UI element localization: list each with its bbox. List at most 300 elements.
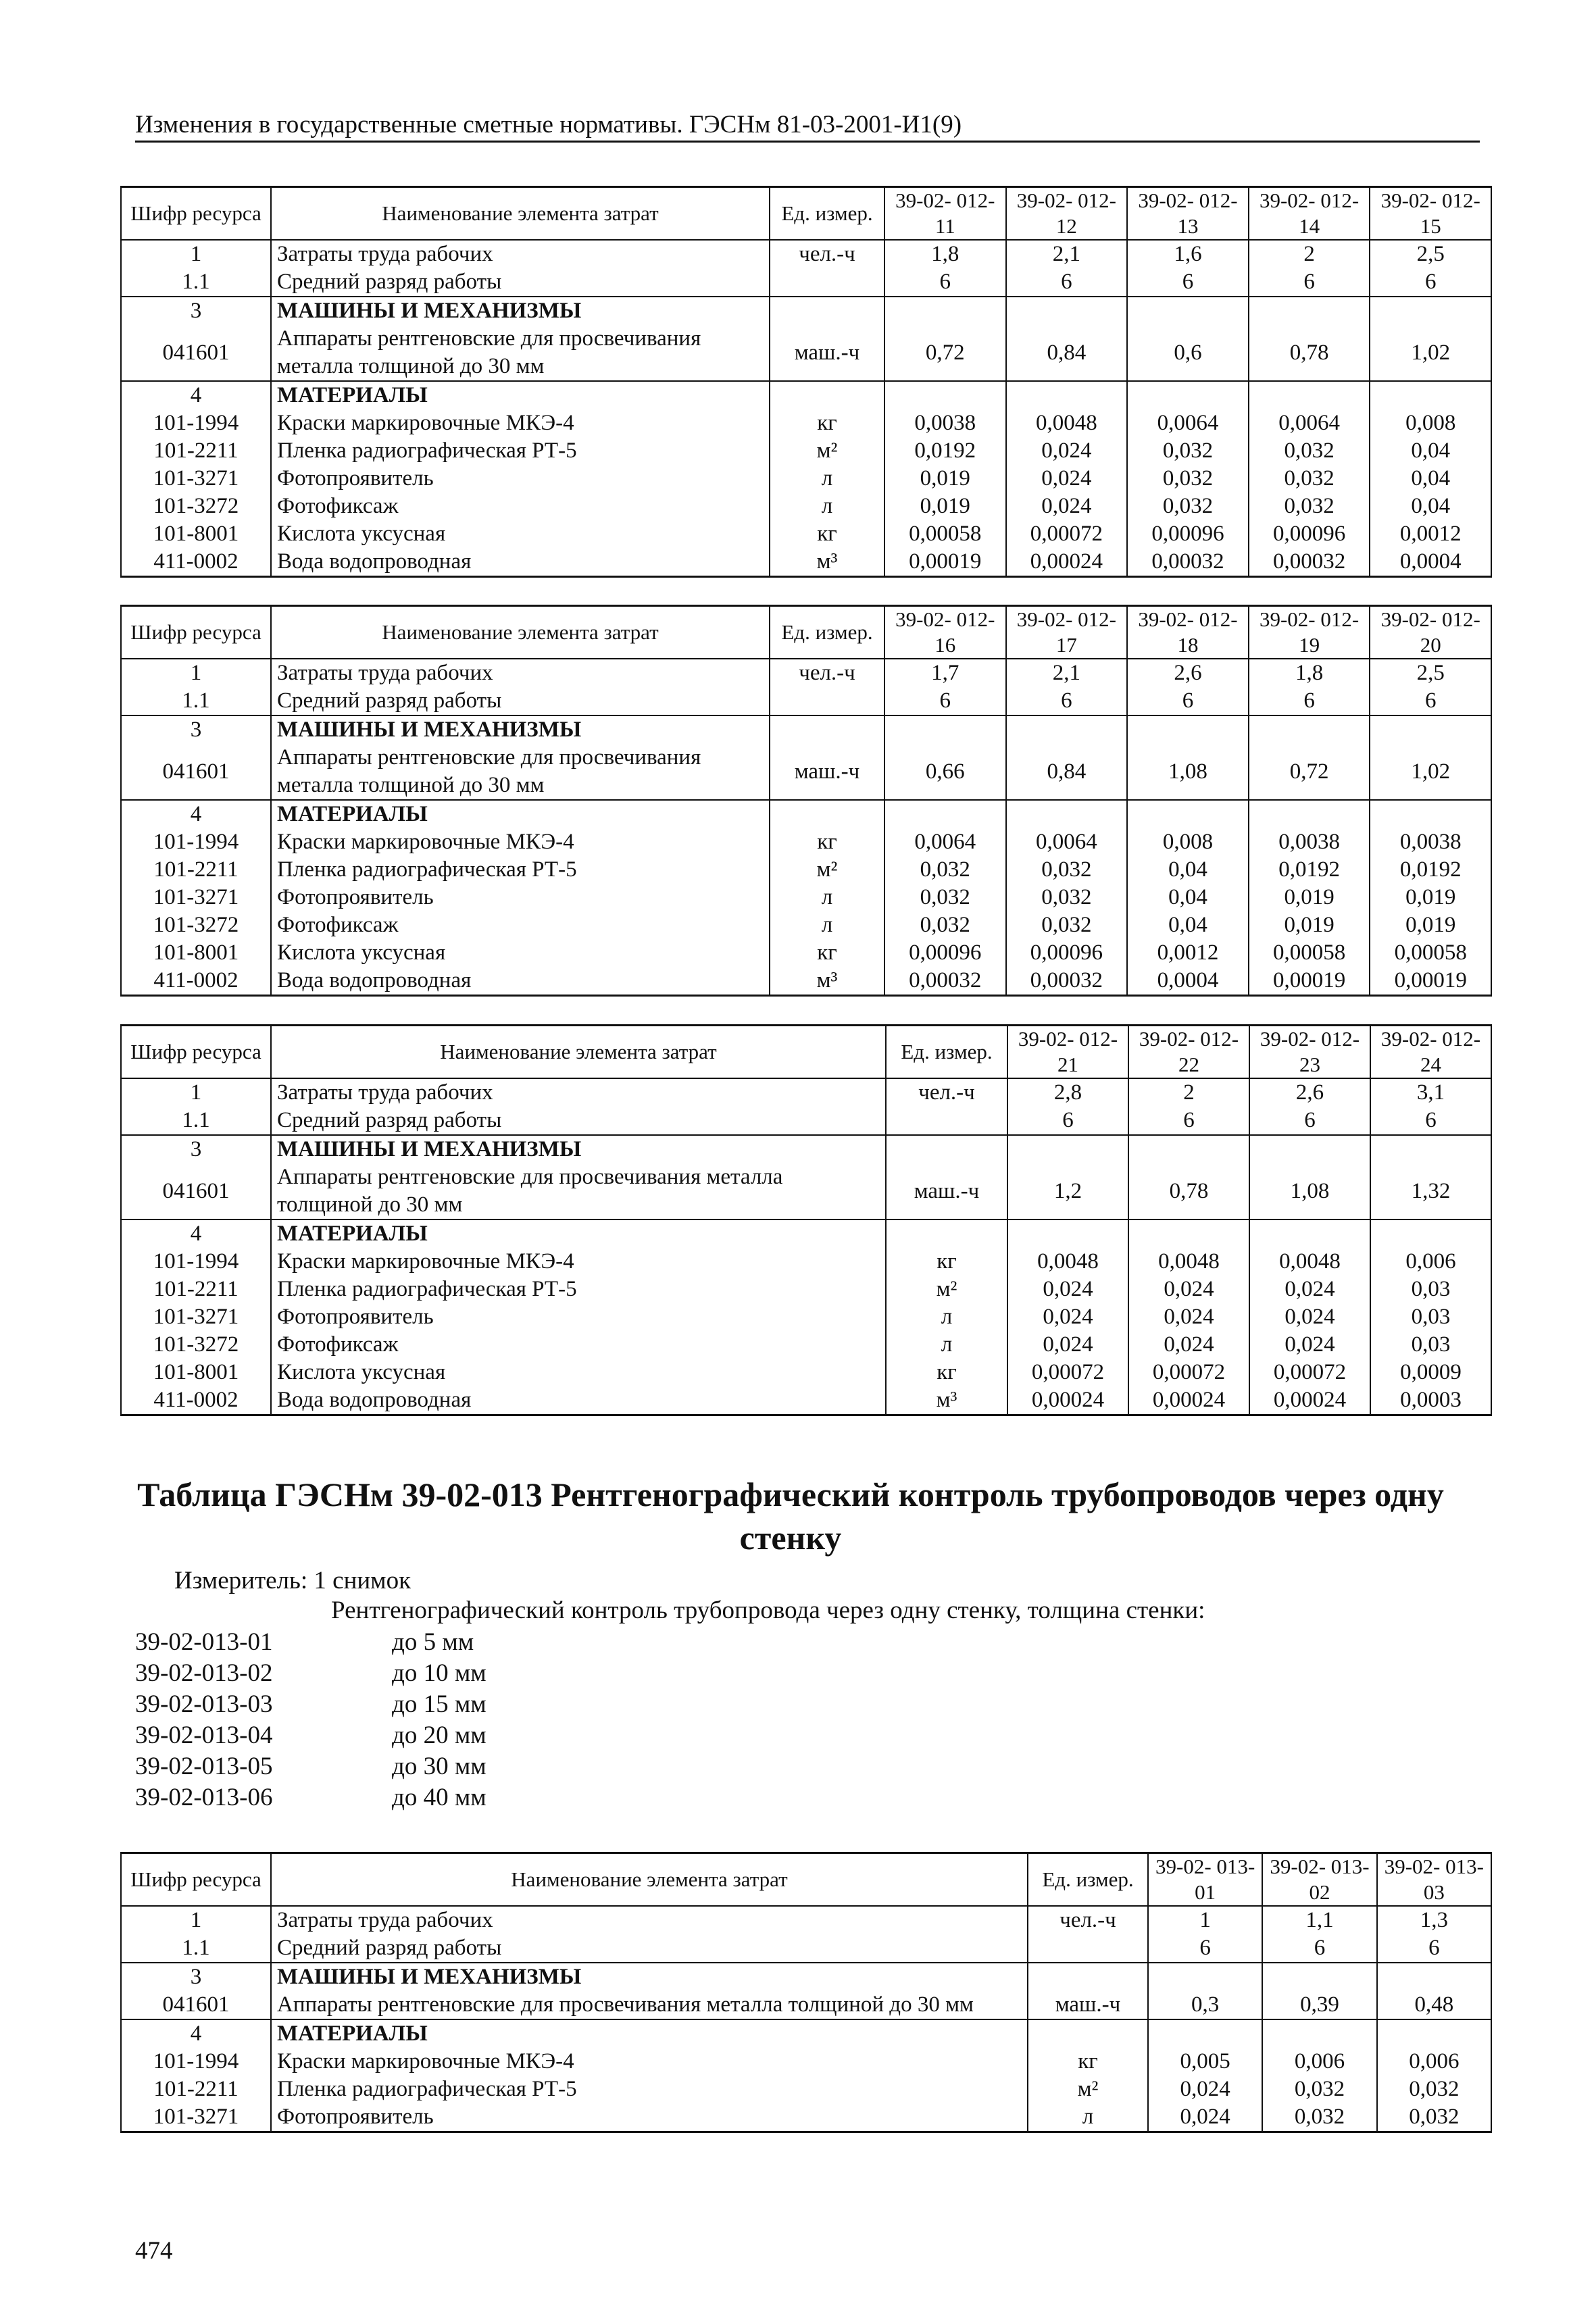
section-heading: МАШИНЫ И МЕХАНИЗМЫ	[271, 1963, 1028, 1991]
resource-code: 101-3271	[121, 465, 271, 493]
header-norm-code: 39-02- 013-03	[1377, 1853, 1491, 1907]
value-cell: 0,84	[1006, 325, 1128, 381]
unit-cell: м²	[770, 856, 884, 884]
unit-cell: м³	[770, 548, 884, 577]
value-cell	[1006, 715, 1128, 744]
value-cell: 0,032	[884, 884, 1006, 911]
value-cell	[884, 381, 1006, 409]
header-norm-code: 39-02- 012-14	[1249, 187, 1370, 241]
value-cell: 0,66	[884, 744, 1006, 800]
resource-code: 101-8001	[121, 520, 271, 548]
resource-code: 041601	[121, 325, 271, 381]
resource-code: 1	[121, 659, 271, 687]
table-header-row	[121, 1026, 1491, 1079]
header-name: Наименование элемента затрат	[271, 187, 770, 241]
value-cell: 2,6	[1127, 659, 1249, 687]
value-cell: 0,024	[1249, 1276, 1370, 1303]
value-cell	[1007, 1219, 1128, 1248]
cost-element-name: Вода водопроводная	[271, 548, 770, 577]
unit-cell	[886, 1219, 1007, 1248]
header-code: Шифр ресурса	[121, 606, 271, 659]
resource-code: 4	[121, 1219, 271, 1248]
value-cell: 0,78	[1249, 325, 1370, 381]
value-cell: 6	[1262, 1934, 1376, 1963]
table-row	[121, 409, 1491, 437]
value-cell: 0,0048	[1007, 1248, 1128, 1276]
value-cell: 0,024	[1148, 2103, 1262, 2132]
unit-cell: л	[770, 884, 884, 911]
value-cell: 0,0004	[1370, 548, 1491, 577]
page-header: Изменения в государственные сметные нормативы. ГЭСНм 81-03-2001-И1(9)	[135, 110, 1480, 143]
value-cell	[1127, 800, 1249, 828]
value-cell: 0,0192	[1249, 856, 1370, 884]
value-cell: 0,0038	[1249, 828, 1370, 856]
value-cell: 1,08	[1127, 744, 1249, 800]
value-cell: 0,00096	[1006, 939, 1128, 967]
value-cell: 0,39	[1262, 1991, 1376, 2019]
value-cell	[884, 800, 1006, 828]
cost-element-name: Пленка радиографическая РТ-5	[271, 1276, 886, 1303]
value-cell: 0,84	[1006, 744, 1128, 800]
resource-code: 041601	[121, 744, 271, 800]
value-cell: 0,04	[1127, 856, 1249, 884]
value-cell: 0,0048	[1006, 409, 1128, 437]
value-cell: 0,48	[1377, 1991, 1491, 2019]
cost-element-name: Средний разряд работы	[271, 1934, 1028, 1963]
value-cell	[1249, 800, 1370, 828]
table-row	[121, 2019, 1491, 2048]
table-row	[121, 1163, 1491, 1219]
value-cell: 0,032	[884, 911, 1006, 939]
value-cell: 1,02	[1370, 744, 1491, 800]
value-cell: 0,0003	[1370, 1386, 1491, 1415]
value-cell: 1	[1148, 1906, 1262, 1934]
unit-cell: л	[886, 1303, 1007, 1331]
value-cell: 0,0048	[1249, 1248, 1370, 1276]
unit-cell: л	[770, 465, 884, 493]
table-row	[121, 967, 1491, 996]
value-cell: 0,03	[1370, 1303, 1491, 1331]
value-cell: 6	[1249, 687, 1370, 715]
header-norm-code: 39-02- 012-24	[1370, 1026, 1491, 1079]
header-code: Шифр ресурса	[121, 187, 271, 241]
variant-code: 39-02-013-04	[135, 1721, 273, 1749]
section-heading: МАТЕРИАЛЫ	[271, 1219, 886, 1248]
table-row	[121, 1135, 1491, 1163]
value-cell: 1,6	[1127, 240, 1249, 268]
table-row	[121, 1303, 1491, 1331]
value-cell: 0,032	[1006, 911, 1128, 939]
value-cell: 0,032	[1249, 437, 1370, 465]
value-cell: 0,00024	[1128, 1386, 1249, 1415]
value-cell: 0,019	[1249, 884, 1370, 911]
cost-element-name: Краски маркировочные МКЭ-4	[271, 1248, 886, 1276]
header-norm-code: 39-02- 012-16	[884, 606, 1006, 659]
value-cell: 0,024	[1006, 437, 1128, 465]
value-cell: 0,0064	[884, 828, 1006, 856]
value-cell: 6	[1370, 687, 1491, 715]
value-cell: 0,019	[1370, 884, 1491, 911]
value-cell: 0,0192	[884, 437, 1006, 465]
cost-element-name: Кислота уксусная	[271, 520, 770, 548]
variant-codes-list	[135, 1627, 487, 1813]
section-heading: МАТЕРИАЛЫ	[271, 800, 770, 828]
value-cell: 0,0064	[1127, 409, 1249, 437]
value-cell: 0,00032	[1006, 967, 1128, 996]
value-cell: 0,032	[1262, 2103, 1376, 2132]
value-cell: 0,032	[1377, 2076, 1491, 2103]
value-cell	[1006, 800, 1128, 828]
variant-code: 39-02-013-06	[135, 1784, 273, 1811]
value-cell: 0,0012	[1127, 939, 1249, 967]
value-cell: 6	[884, 268, 1006, 297]
resource-code: 4	[121, 2019, 271, 2048]
unit-cell: маш.-ч	[770, 325, 884, 381]
table-row	[121, 465, 1491, 493]
value-cell	[1128, 1135, 1249, 1163]
variant-item	[135, 1720, 487, 1751]
header-norm-code: 39-02- 012-17	[1006, 606, 1128, 659]
cost-element-name: Фотопроявитель	[271, 884, 770, 911]
unit-cell: кг	[770, 939, 884, 967]
header-norm-code: 39-02- 012-12	[1006, 187, 1128, 241]
value-cell: 0,032	[1006, 856, 1128, 884]
cost-element-name: Аппараты рентгеновские для просвечивания металла толщиной до 30 мм	[271, 1163, 886, 1219]
value-cell: 0,0038	[1370, 828, 1491, 856]
resource-code: 041601	[121, 1163, 271, 1219]
cost-element-name: Аппараты рентгеновские для просвечивания металла толщиной до 30 мм	[271, 1991, 1028, 2019]
resource-code: 1.1	[121, 687, 271, 715]
unit-cell: маш.-ч	[886, 1163, 1007, 1219]
norms-table-012-11-15	[120, 186, 1492, 578]
resource-code: 101-2211	[121, 437, 271, 465]
value-cell: 6	[1127, 687, 1249, 715]
header-norm-code: 39-02- 012-21	[1007, 1026, 1128, 1079]
resource-code: 1.1	[121, 268, 271, 297]
unit-cell: л	[1028, 2103, 1148, 2132]
cost-element-name: Пленка радиографическая РТ-5	[271, 2076, 1028, 2103]
value-cell: 0,04	[1127, 884, 1249, 911]
value-cell: 0,00058	[1370, 939, 1491, 967]
table-header-row	[121, 187, 1491, 241]
value-cell: 3,1	[1370, 1078, 1491, 1107]
unit-cell: кг	[770, 409, 884, 437]
value-cell	[1007, 1135, 1128, 1163]
resource-code: 101-8001	[121, 939, 271, 967]
value-cell: 1,8	[884, 240, 1006, 268]
resource-code: 4	[121, 800, 271, 828]
variant-item	[135, 1751, 487, 1782]
value-cell: 0,032	[1127, 493, 1249, 520]
unit-cell: кг	[770, 520, 884, 548]
unit-cell: маш.-ч	[1028, 1991, 1148, 2019]
cost-element-name: Фотофиксаж	[271, 493, 770, 520]
value-cell: 0,008	[1127, 828, 1249, 856]
value-cell: 2,5	[1370, 240, 1491, 268]
variant-item	[135, 1689, 487, 1720]
value-cell: 6	[1370, 1107, 1491, 1135]
unit-cell: л	[770, 911, 884, 939]
norms-table-012-21-24	[120, 1024, 1492, 1416]
value-cell: 0,00058	[1249, 939, 1370, 967]
value-cell: 0,032	[1377, 2103, 1491, 2132]
value-cell: 0,032	[1127, 437, 1249, 465]
unit-cell: м²	[770, 437, 884, 465]
resource-code: 411-0002	[121, 548, 271, 577]
value-cell: 0,04	[1370, 465, 1491, 493]
value-cell	[1370, 381, 1491, 409]
value-cell: 0,024	[1006, 493, 1128, 520]
table-row	[121, 240, 1491, 268]
value-cell: 0,006	[1370, 1248, 1491, 1276]
value-cell	[1006, 381, 1128, 409]
value-cell	[1127, 715, 1249, 744]
value-cell: 0,032	[1249, 465, 1370, 493]
unit-cell: м²	[886, 1276, 1007, 1303]
header-code: Шифр ресурса	[121, 1026, 271, 1079]
value-cell: 0,024	[1128, 1303, 1249, 1331]
resource-code: 101-2211	[121, 856, 271, 884]
value-cell	[1370, 1135, 1491, 1163]
variant-code: 39-02-013-01	[135, 1628, 273, 1656]
value-cell: 0,0048	[1128, 1248, 1249, 1276]
cost-element-name: Затраты труда рабочих	[271, 240, 770, 268]
cost-element-name: Краски маркировочные МКЭ-4	[271, 409, 770, 437]
value-cell: 2	[1249, 240, 1370, 268]
unit-cell: чел.-ч	[1028, 1906, 1148, 1934]
resource-code: 101-2211	[121, 1276, 271, 1303]
resource-code: 101-3271	[121, 1303, 271, 1331]
table-row	[121, 297, 1491, 325]
value-cell: 0,00072	[1249, 1359, 1370, 1386]
table-row	[121, 2076, 1491, 2103]
value-cell	[1249, 297, 1370, 325]
table-row	[121, 2048, 1491, 2076]
value-cell: 0,03	[1370, 1276, 1491, 1303]
value-cell: 0,019	[884, 465, 1006, 493]
header-name: Наименование элемента затрат	[271, 1853, 1028, 1907]
value-cell: 0,72	[1249, 744, 1370, 800]
unit-cell	[1028, 2019, 1148, 2048]
value-cell: 0,00032	[884, 967, 1006, 996]
table-header-row	[121, 1853, 1491, 1907]
page-number: 474	[135, 2237, 173, 2265]
header-norm-code: 39-02- 012-18	[1127, 606, 1249, 659]
value-cell: 0,3	[1148, 1991, 1262, 2019]
value-cell: 0,00032	[1127, 548, 1249, 577]
value-cell: 0,00019	[1249, 967, 1370, 996]
cost-element-name: Аппараты рентгеновские для просвечивания металла толщиной до 30 мм	[271, 744, 770, 800]
unit-cell: чел.-ч	[770, 240, 884, 268]
header-norm-code: 39-02- 012-13	[1127, 187, 1249, 241]
unit-cell: л	[770, 493, 884, 520]
header-norm-code: 39-02- 013-02	[1262, 1853, 1376, 1907]
value-cell: 1,3	[1377, 1906, 1491, 1934]
variant-thickness: до 20 мм	[392, 1721, 487, 1749]
table-row	[121, 548, 1491, 577]
cost-element-name: Затраты труда рабочих	[271, 659, 770, 687]
resource-code: 101-3271	[121, 2103, 271, 2132]
header-unit: Ед. измер.	[770, 606, 884, 659]
value-cell: 2,6	[1249, 1078, 1370, 1107]
value-cell: 0,0038	[884, 409, 1006, 437]
header-name: Наименование элемента затрат	[271, 606, 770, 659]
unit-cell: кг	[886, 1359, 1007, 1386]
cost-element-name: Краски маркировочные МКЭ-4	[271, 828, 770, 856]
value-cell: 0,024	[1006, 465, 1128, 493]
table-row	[121, 2103, 1491, 2132]
cost-element-name: Фотофиксаж	[271, 1331, 886, 1359]
section-meter: Измеритель: 1 снимок	[174, 1567, 412, 1594]
value-cell: 0,0192	[1370, 856, 1491, 884]
variant-code: 39-02-013-03	[135, 1690, 273, 1718]
table-row	[121, 939, 1491, 967]
value-cell: 0,6	[1127, 325, 1249, 381]
table-row	[121, 1906, 1491, 1934]
resource-code: 411-0002	[121, 967, 271, 996]
value-cell: 0,024	[1128, 1331, 1249, 1359]
variant-thickness: до 10 мм	[392, 1659, 487, 1687]
value-cell: 6	[1006, 268, 1128, 297]
table-row	[121, 884, 1491, 911]
value-cell: 0,00032	[1249, 548, 1370, 577]
resource-code: 411-0002	[121, 1386, 271, 1415]
table-row	[121, 715, 1491, 744]
value-cell: 0,0064	[1249, 409, 1370, 437]
value-cell: 0,00072	[1006, 520, 1128, 548]
unit-cell: м²	[1028, 2076, 1148, 2103]
value-cell: 1,7	[884, 659, 1006, 687]
resource-code: 101-3271	[121, 884, 271, 911]
cost-element-name: Фотофиксаж	[271, 911, 770, 939]
value-cell: 0,006	[1262, 2048, 1376, 2076]
value-cell: 1,1	[1262, 1906, 1376, 1934]
value-cell: 0,00024	[1006, 548, 1128, 577]
table-row	[121, 1219, 1491, 1248]
value-cell: 0,005	[1148, 2048, 1262, 2076]
header-norm-code: 39-02- 012-20	[1370, 606, 1491, 659]
norms-table-012-16-20	[120, 605, 1492, 997]
table-row	[121, 1107, 1491, 1135]
resource-code: 1.1	[121, 1934, 271, 1963]
header-unit: Ед. измер.	[886, 1026, 1007, 1079]
resource-code: 101-1994	[121, 1248, 271, 1276]
cost-element-name: Средний разряд работы	[271, 268, 770, 297]
table-row	[121, 520, 1491, 548]
value-cell: 6	[1007, 1107, 1128, 1135]
value-cell	[1249, 715, 1370, 744]
resource-code: 1	[121, 240, 271, 268]
value-cell: 0,024	[1249, 1303, 1370, 1331]
value-cell: 6	[1148, 1934, 1262, 1963]
unit-cell: чел.-ч	[886, 1078, 1007, 1107]
value-cell: 6	[1128, 1107, 1249, 1135]
cost-element-name: Пленка радиографическая РТ-5	[271, 437, 770, 465]
value-cell	[1148, 2019, 1262, 2048]
value-cell	[1262, 2019, 1376, 2048]
value-cell: 2	[1128, 1078, 1249, 1107]
cost-element-name: Фотопроявитель	[271, 465, 770, 493]
resource-code: 101-3272	[121, 493, 271, 520]
resource-code: 101-8001	[121, 1359, 271, 1386]
value-cell: 0,032	[1262, 2076, 1376, 2103]
value-cell: 2,5	[1370, 659, 1491, 687]
unit-cell: м³	[770, 967, 884, 996]
value-cell: 0,00024	[1249, 1386, 1370, 1415]
value-cell: 0,00072	[1128, 1359, 1249, 1386]
value-cell: 2,1	[1006, 659, 1128, 687]
table-row	[121, 1963, 1491, 1991]
value-cell: 1,8	[1249, 659, 1370, 687]
unit-cell: маш.-ч	[770, 744, 884, 800]
table-row	[121, 493, 1491, 520]
table-row	[121, 325, 1491, 381]
resource-code: 3	[121, 297, 271, 325]
unit-cell	[886, 1107, 1007, 1135]
value-cell: 0,006	[1377, 2048, 1491, 2076]
table-row	[121, 659, 1491, 687]
value-cell	[1127, 297, 1249, 325]
header-code: Шифр ресурса	[121, 1853, 271, 1907]
value-cell: 0,024	[1128, 1276, 1249, 1303]
value-cell: 6	[1006, 687, 1128, 715]
section-heading: МАТЕРИАЛЫ	[271, 381, 770, 409]
table-row	[121, 437, 1491, 465]
section-heading: МАШИНЫ И МЕХАНИЗМЫ	[271, 297, 770, 325]
variant-item	[135, 1627, 487, 1658]
header-norm-code: 39-02- 012-23	[1249, 1026, 1370, 1079]
value-cell	[1370, 800, 1491, 828]
value-cell	[1262, 1963, 1376, 1991]
header-norm-code: 39-02- 012-15	[1370, 187, 1491, 241]
variant-thickness: до 5 мм	[392, 1628, 474, 1656]
value-cell	[1370, 297, 1491, 325]
table-row	[121, 800, 1491, 828]
unit-cell: чел.-ч	[770, 659, 884, 687]
value-cell: 0,00072	[1007, 1359, 1128, 1386]
value-cell	[1370, 715, 1491, 744]
value-cell: 0,00096	[1127, 520, 1249, 548]
cost-element-name: Затраты труда рабочих	[271, 1078, 886, 1107]
resource-code: 101-2211	[121, 2076, 271, 2103]
header-norm-code: 39-02- 012-19	[1249, 606, 1370, 659]
value-cell: 0,0009	[1370, 1359, 1491, 1386]
value-cell: 0,032	[1127, 465, 1249, 493]
header-norm-code: 39-02- 013-01	[1148, 1853, 1262, 1907]
resource-code: 041601	[121, 1991, 271, 2019]
resource-code: 1	[121, 1078, 271, 1107]
table-row	[121, 1934, 1491, 1963]
unit-cell	[770, 687, 884, 715]
section-title: Таблица ГЭСНм 39-02-013 Рентгенографический контроль трубопроводов через одну стенку	[137, 1476, 1444, 1557]
value-cell: 1,32	[1370, 1163, 1491, 1219]
unit-cell: кг	[886, 1248, 1007, 1276]
value-cell: 0,04	[1370, 437, 1491, 465]
value-cell: 0,024	[1007, 1276, 1128, 1303]
value-cell	[1128, 1219, 1249, 1248]
variant-thickness: до 30 мм	[392, 1753, 487, 1780]
value-cell: 1,2	[1007, 1163, 1128, 1219]
unit-cell: л	[886, 1331, 1007, 1359]
value-cell: 0,00019	[884, 548, 1006, 577]
value-cell: 0,04	[1370, 493, 1491, 520]
unit-cell: кг	[770, 828, 884, 856]
value-cell	[1377, 2019, 1491, 2048]
value-cell: 0,0012	[1370, 520, 1491, 548]
table-row	[121, 856, 1491, 884]
resource-code: 101-1994	[121, 828, 271, 856]
unit-cell	[770, 268, 884, 297]
